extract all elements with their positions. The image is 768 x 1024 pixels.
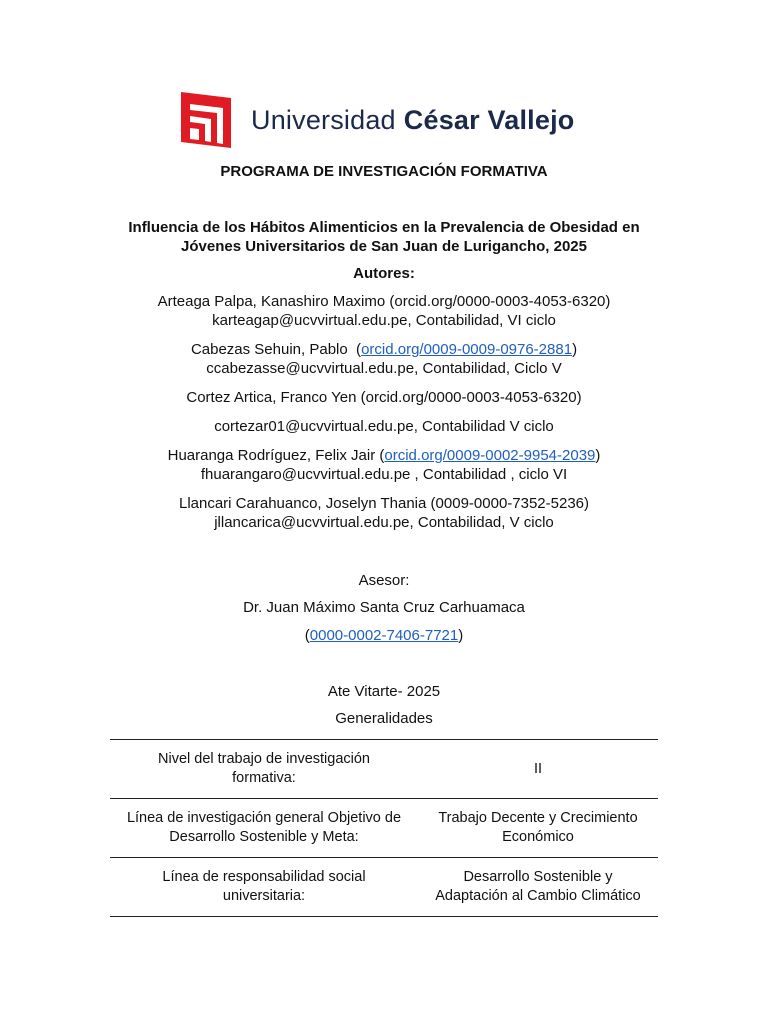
author-name: Cabezas Sehuin, Pablo	[190, 341, 348, 358]
table-cell-value	[418, 799, 658, 858]
author-detail: cortezar01@ucvvirtual.edu.pe, Contabilidad V ciclo	[214, 418, 554, 435]
table-cell-label	[110, 799, 418, 858]
university-name	[251, 105, 575, 136]
advisor-orcid-link[interactable]: 0000-0002-7406-7721	[309, 627, 459, 644]
author-detail: ccabezasse@ucvvirtual.edu.pe, Contabilidad, Ciclo V	[206, 360, 562, 377]
author-line: Llancari Carahuanco, Joselyn Thania (0009-0000-7352-5236)	[178, 495, 590, 512]
author-line: Cortez Artica, Franco Yen (orcid.org/0000-0003-4053-6320)	[186, 389, 582, 406]
program-title: PROGRAMA DE INVESTIGACIÓN FORMATIVA	[220, 163, 548, 180]
author-orcid: orcid.org/0000-0003-4053-6320	[394, 293, 606, 310]
advisor-orcid-line: (0000-0002-7406-7721)	[304, 627, 464, 644]
author-detail: jllancarica@ucvvirtual.edu.pe, Contabilidad, V ciclo	[214, 514, 554, 531]
author-detail: fhuarangaro@ucvvirtual.edu.pe , Contabilidad , ciclo VI	[200, 466, 568, 483]
university-name-regular: Universidad	[251, 104, 396, 135]
place-year: Ate Vitarte- 2025	[327, 683, 441, 700]
table-row	[110, 858, 658, 917]
author-name: Huaranga Rodríguez, Felix Jair	[167, 447, 376, 464]
cell-text: universitaria:	[222, 888, 306, 904]
cell-text: II	[533, 760, 543, 777]
table-cell-label	[110, 858, 418, 917]
university-logo	[181, 92, 575, 148]
author-orcid-link[interactable]: orcid.org/0009-0002-9954-2039	[384, 447, 596, 464]
cell-text: Nivel del trabajo de investigación	[158, 751, 370, 767]
cell-text: Trabajo Decente y Crecimiento	[438, 810, 638, 826]
cell-text: Desarrollo Sostenible y	[463, 869, 613, 885]
table-cell-value	[418, 858, 658, 917]
advisor-label: Asesor:	[358, 572, 410, 589]
author-name: Cortez Artica, Franco Yen	[186, 389, 357, 406]
author-line: Cabezas Sehuin, Pablo (orcid.org/0009-0009-0976-2881)	[190, 341, 578, 358]
generalidades-heading: Generalidades	[335, 710, 433, 727]
ucv-shield-icon	[181, 92, 231, 148]
generalidades-table	[110, 739, 658, 917]
advisor-name: Dr. Juan Máximo Santa Cruz Carhuamaca	[243, 599, 525, 616]
author-name: Arteaga Palpa, Kanashiro Maximo	[157, 293, 386, 310]
paper-title-line2: Jóvenes Universitarios de San Juan de Lurigancho, 2025	[181, 238, 587, 255]
table-cell-label	[110, 740, 418, 799]
author-detail: karteagap@ucvvirtual.edu.pe, Contabilidad, VI ciclo	[212, 312, 556, 329]
author-orcid: orcid.org/0000-0003-4053-6320	[365, 389, 577, 406]
cell-text: formativa:	[232, 770, 296, 786]
cell-text: Línea de responsabilidad social	[162, 869, 366, 885]
table-row	[110, 799, 658, 858]
cell-text: Adaptación al Cambio Climático	[435, 888, 641, 904]
author-line: Huaranga Rodríguez, Felix Jair (orcid.org/0009-0002-9954-2039)	[167, 447, 601, 464]
table-cell-value	[418, 740, 658, 799]
university-name-bold: César Vallejo	[403, 104, 575, 135]
table-row	[110, 740, 658, 799]
author-orcid-link[interactable]: orcid.org/0009-0009-0976-2881	[361, 341, 573, 358]
cell-text: Económico	[502, 829, 574, 845]
author-name: Llancari Carahuanco, Joselyn Thania	[178, 495, 427, 512]
cell-text: Desarrollo Sostenible y Meta:	[169, 829, 359, 845]
author-line: Arteaga Palpa, Kanashiro Maximo (orcid.org/0000-0003-4053-6320)	[157, 293, 611, 310]
cell-text: Línea de investigación general Objetivo de	[126, 810, 402, 826]
authors-label: Autores:	[353, 265, 415, 282]
paper-title-line1: Influencia de los Hábitos Alimenticios en la Prevalencia de Obesidad en	[128, 219, 640, 236]
author-orcid: 0009-0000-7352-5236	[435, 495, 585, 512]
